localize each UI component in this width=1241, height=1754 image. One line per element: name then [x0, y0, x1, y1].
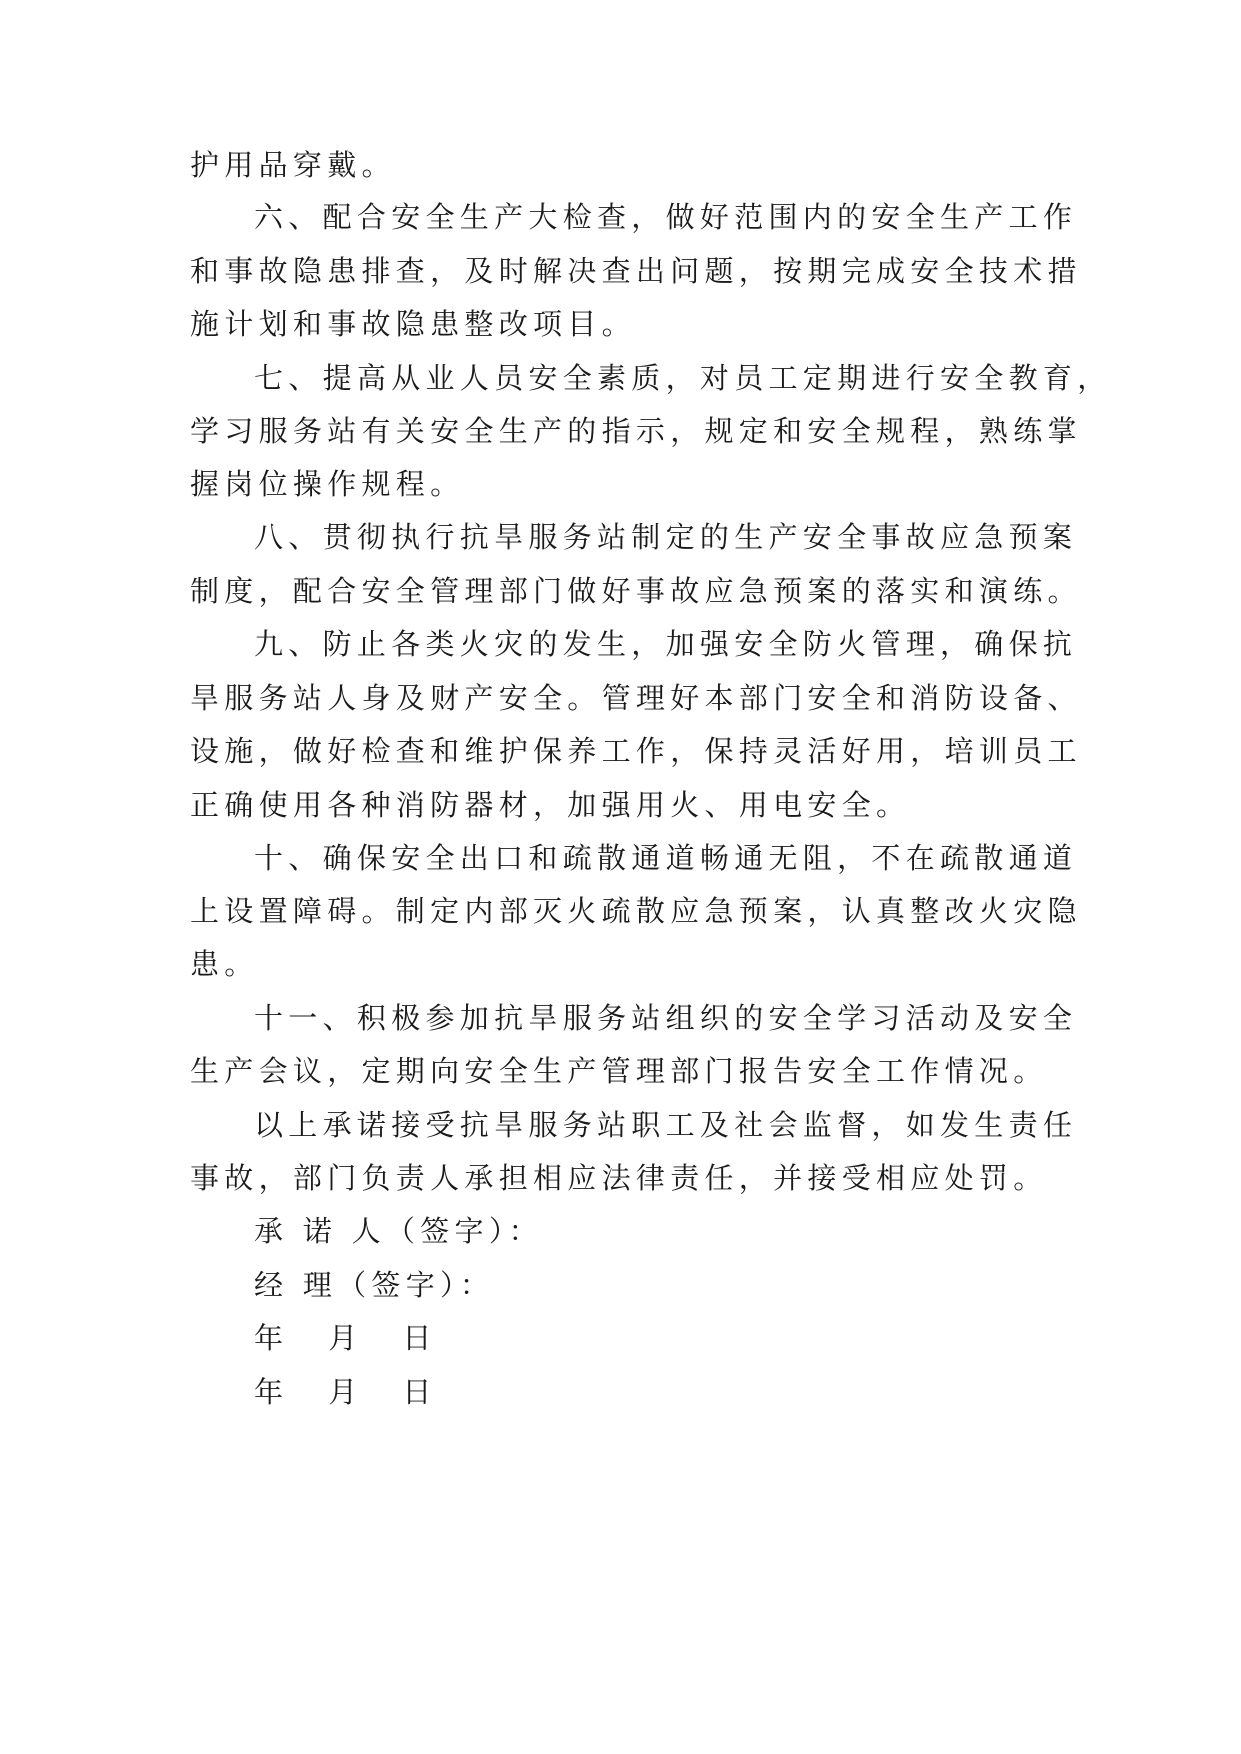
paragraph-line: 九、防止各类火灾的发生，加强安全防火管理，确保抗	[254, 627, 1078, 661]
paragraph-line: 上设置障碍。制定内部灭火疏散应急预案，认真整改火灾隐	[190, 894, 1082, 928]
paragraph-line: 护用品穿戴。	[190, 148, 396, 182]
date-line-2: 年 月 日	[254, 1375, 450, 1409]
paragraph-line: 患。	[190, 947, 259, 981]
manager-signature-label: 经 理（签字）：	[254, 1268, 495, 1302]
paragraph-line: 事故，部门负责人承担相应法律责任，并接受相应处罚。	[190, 1161, 1048, 1195]
paragraph-line: 以上承诺接受抗旱服务站职工及社会监督，如发生责任	[254, 1108, 1078, 1142]
paragraph-line: 七、提高从业人员安全素质，对员工定期进行安全教育，	[254, 361, 1112, 395]
paragraph-line: 十、确保安全出口和疏散通道畅通无阻，不在疏散通道	[254, 841, 1078, 875]
paragraph-line: 握岗位操作规程。	[190, 467, 465, 501]
paragraph-line: 六、配合安全生产大检查，做好范围内的安全生产工作	[254, 200, 1078, 234]
paragraph-line: 正确使用各种消防器材，加强用火、用电安全。	[190, 788, 911, 822]
paragraph-line: 十一、积极参加抗旱服务站组织的安全学习活动及安全	[254, 1001, 1078, 1035]
paragraph-line: 生产会议，定期向安全生产管理部门报告安全工作情况。	[190, 1054, 1048, 1088]
paragraph-line: 和事故隐患排查，及时解决查出问题，按期完成安全技术措	[190, 254, 1082, 288]
promisor-signature-label: 承 诺 人（签字）：	[254, 1214, 543, 1248]
paragraph-line: 旱服务站人身及财产安全。管理好本部门安全和消防设备、	[190, 681, 1082, 715]
date-line-1: 年 月 日	[254, 1321, 450, 1355]
paragraph-line: 制度，配合安全管理部门做好事故应急预案的落实和演练。	[190, 574, 1082, 608]
paragraph-line: 施计划和事故隐患整改项目。	[190, 307, 636, 341]
paragraph-line: 设施，做好检查和维护保养工作，保持灵活好用，培训员工	[190, 734, 1082, 768]
paragraph-line: 八、贯彻执行抗旱服务站制定的生产安全事故应急预案	[254, 520, 1078, 554]
paragraph-line: 学习服务站有关安全生产的指示，规定和安全规程，熟练掌	[190, 414, 1082, 448]
